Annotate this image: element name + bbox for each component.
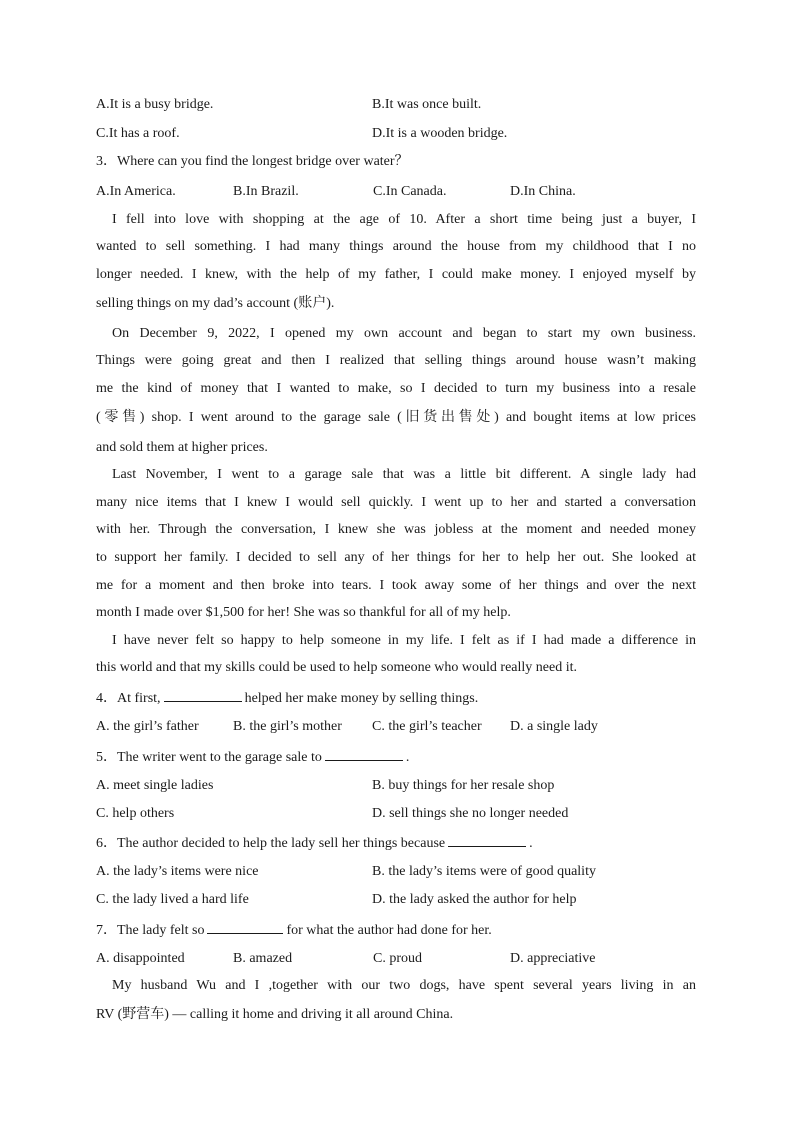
passage-p2-line-2: Things were going great and then I realized that selling things around house wasn’t making xyxy=(96,353,696,368)
q3-option-b: B.In Brazil. xyxy=(233,184,299,199)
q6-options-row-1 xyxy=(96,862,696,882)
q6-option-c: C. the lady lived a hard life xyxy=(96,892,249,907)
q4-stem-before: 4．At first, xyxy=(96,691,161,706)
passage-p2-line-1: On December 9, 2022, I opened my own account and began to start my own business. xyxy=(112,326,696,341)
q4-option-b: B. the girl’s mother xyxy=(233,719,342,734)
q5-option-b: B. buy things for her resale shop xyxy=(372,778,555,793)
passage-p3-line-1: Last November, I went to a garage sale that was a little bit different. A single lady had xyxy=(112,467,696,482)
q5-option-c: C. help others xyxy=(96,806,175,821)
passage-p3-line-4: to support her family. I decided to sell any of her things for her to help her out. She looked at xyxy=(96,550,696,565)
q5-stem-before: 5．The writer went to the garage sale to xyxy=(96,750,322,765)
q5-option-a: A. meet single ladies xyxy=(96,778,214,793)
q7-option-b: B. amazed xyxy=(233,951,293,966)
q6-answer-blank[interactable] xyxy=(448,832,526,847)
q4-stem xyxy=(96,687,696,709)
q5-answer-blank[interactable] xyxy=(325,746,403,761)
q6-stem-before: 6．The author decided to help the lady sell her things because xyxy=(96,836,446,851)
q3-stem: 3．Where can you find the longest bridge over water？ xyxy=(96,154,409,169)
q7-option-a: A. disappointed xyxy=(96,951,185,966)
q2-options-row-1 xyxy=(96,95,696,115)
q7-option-d: D. appreciative xyxy=(510,951,596,966)
passage-p4-line-2: this world and that my skills could be used to help someone who would really need it. xyxy=(96,660,577,675)
q2-option-c: C.It has a roof. xyxy=(96,126,180,141)
q5-stem-after: . xyxy=(405,750,410,765)
q4-option-a: A. the girl’s father xyxy=(96,719,199,734)
q5-stem xyxy=(96,746,696,768)
q5-options-row-2 xyxy=(96,804,696,824)
q7-stem-before: 7．The lady felt so xyxy=(96,923,205,938)
q6-option-d: D. the lady asked the author for help xyxy=(372,892,577,907)
q3-option-c: C.In Canada. xyxy=(373,184,447,199)
passage-p3-line-6: month I made over $1,500 for her! She was so thankful for all of my help. xyxy=(96,605,511,620)
q4-stem-after: helped her make money by selling things. xyxy=(244,691,479,706)
passage-p2-line-5: and sold them at higher prices. xyxy=(96,440,268,455)
passage2-p1-line-1: My husband Wu and I ,together with our two dogs, have spent several years living in an xyxy=(112,978,696,993)
q3-option-a: A.In America. xyxy=(96,184,176,199)
q4-option-d: D. a single lady xyxy=(510,719,598,734)
passage-p1-line-2: wanted to sell something. I had many things around the house from my childhood that I no xyxy=(96,239,696,254)
passage2-p1-line-2: RV (野营车) — calling it home and driving it all around China. xyxy=(96,1007,454,1022)
q7-stem-after: for what the author had done for her. xyxy=(286,923,492,938)
passage-p4-line-1: I have never felt so happy to help someone in my life. I felt as if I had made a difference in xyxy=(112,633,696,648)
q2-option-a: A.It is a busy bridge. xyxy=(96,97,214,112)
passage-p2-line-3: me the kind of money that I wanted to make, so I decided to turn my business into a resale xyxy=(96,381,696,396)
q7-option-c: C. proud xyxy=(373,951,422,966)
q7-answer-blank[interactable] xyxy=(207,919,283,934)
passage-p1-line-4: selling things on my dad’s account (账户). xyxy=(96,296,335,311)
q7-options xyxy=(96,949,696,969)
q2-option-d: D.It is a wooden bridge. xyxy=(372,126,508,141)
q6-options-row-2 xyxy=(96,890,696,910)
q5-options-row-1 xyxy=(96,776,696,796)
q2-option-b: B.It was once built. xyxy=(372,97,482,112)
passage-p3-line-2: many nice items that I knew I would sell quickly. I went up to her and started a conversation xyxy=(96,495,696,510)
q7-stem xyxy=(96,919,696,941)
q5-option-d: D. sell things she no longer needed xyxy=(372,806,569,821)
q6-option-b: B. the lady’s items were of good quality xyxy=(372,864,596,879)
passage-p1-line-3: longer needed. I knew, with the help of my father, I could make money. I enjoyed myself by xyxy=(96,267,696,282)
q4-options xyxy=(96,717,696,737)
passage-p3-line-3: with her. Through the conversation, I knew she was jobless at the moment and needed money xyxy=(96,522,696,537)
q3-options xyxy=(96,182,696,202)
q2-options-row-2 xyxy=(96,124,696,144)
q4-option-c: C. the girl’s teacher xyxy=(372,719,482,734)
q6-option-a: A. the lady’s items were nice xyxy=(96,864,259,879)
q3-option-d: D.In China. xyxy=(510,184,576,199)
q4-answer-blank[interactable] xyxy=(164,687,242,702)
q6-stem xyxy=(96,832,696,854)
passage-p3-line-5: me for a moment and then broke into tears. I took away some of her things and over the next xyxy=(96,578,696,593)
q6-stem-after: . xyxy=(529,836,533,851)
passage-p2-line-4: (零售) shop. I went around to the garage sale (旧货出售处) and bought items at low prices xyxy=(96,410,696,425)
passage-p1-line-1: I fell into love with shopping at the age of 10. After a short time being just a buyer, I xyxy=(112,212,696,227)
